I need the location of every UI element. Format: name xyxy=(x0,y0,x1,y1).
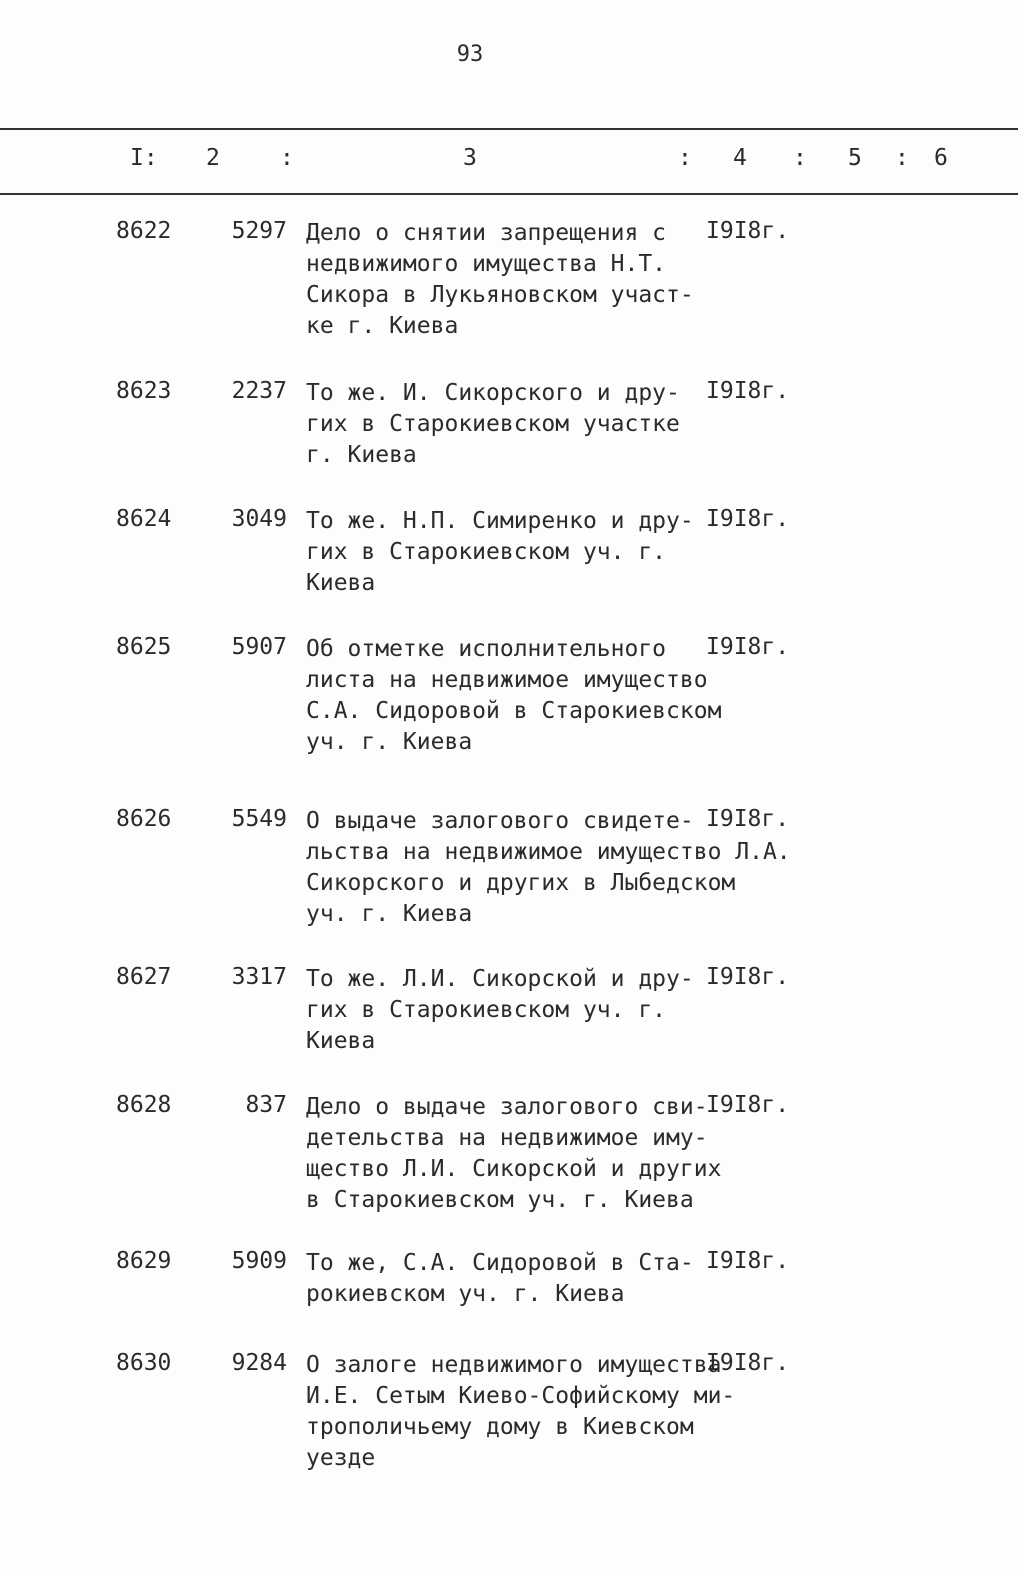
record-old-number: 3317 xyxy=(231,964,287,990)
record-number: 8622 xyxy=(116,218,172,244)
column-header-3: 3 xyxy=(463,145,477,171)
record-title: То же. Н.П. Симиренко и дру- гих в Старокиевском уч. г. Киева xyxy=(306,508,694,596)
record-number: 8629 xyxy=(116,1248,172,1274)
column-separator: : xyxy=(793,145,807,171)
record-number: 8625 xyxy=(116,634,172,660)
record-year: I9I8г. xyxy=(706,634,790,660)
column-headers xyxy=(0,145,1024,179)
record-title: То же. И. Сикорского и дру- гих в Старокиевском участке г. Киева xyxy=(306,380,680,468)
record-title: О залоге недвижимого имущества И.Е. Сетым Киево-Софийскому ми- трополичьему дому в Киевском уезде xyxy=(306,1352,736,1471)
header-bottom-rule xyxy=(0,193,1018,195)
record-old-number: 5909 xyxy=(231,1248,287,1274)
record-number: 8626 xyxy=(116,806,172,832)
record-old-number: 2237 xyxy=(231,378,287,404)
record-number: 8630 xyxy=(116,1350,172,1376)
record-year: I9I8г. xyxy=(706,506,790,532)
record-year: I9I8г. xyxy=(706,218,790,244)
record-year: I9I8г. xyxy=(706,378,790,404)
column-header-1: I: xyxy=(130,145,158,171)
record-old-number: 9284 xyxy=(231,1350,287,1376)
column-separator: : xyxy=(895,145,909,171)
record-old-number: 5549 xyxy=(231,806,287,832)
record-title: О выдаче залогового свидете- льства на недвижимое имущество Л.А. Сикорского и других в Лыбедском уч. г. Киева xyxy=(306,808,791,927)
record-old-number: 3049 xyxy=(231,506,287,532)
column-header-2: 2 xyxy=(206,145,220,171)
record-number: 8627 xyxy=(116,964,172,990)
record-year: I9I8г. xyxy=(706,1248,790,1274)
record-title: Об отметке исполнительного листа на недвижимое имущество С.А. Сидоровой в Старокиевском уч. г. Киева xyxy=(306,636,722,755)
record-year: I9I8г. xyxy=(706,964,790,990)
record-number: 8624 xyxy=(116,506,172,532)
column-header-4: 4 xyxy=(733,145,747,171)
record-number: 8628 xyxy=(116,1092,172,1118)
record-title: То же, С.А. Сидоровой в Ста- рокиевском уч. г. Киева xyxy=(306,1250,694,1307)
record-title: То же. Л.И. Сикорской и дру- гих в Старокиевском уч. г. Киева xyxy=(306,966,694,1054)
column-header-5: 5 xyxy=(848,145,862,171)
record-title: Дело о снятии запрещения с недвижимого имущества Н.Т. Сикора в Лукьяновском участ- ке г. Киева xyxy=(306,220,694,339)
record-year: I9I8г. xyxy=(706,806,790,832)
record-number: 8623 xyxy=(116,378,172,404)
record-title: Дело о выдаче залогового сви- детельства на недвижимое иму- щество Л.И. Сикорской и других в Старокиевском уч. г. Киева xyxy=(306,1094,722,1213)
column-separator: : xyxy=(280,145,294,171)
record-year: I9I8г. xyxy=(706,1092,790,1118)
page-number: 93 xyxy=(456,42,484,67)
column-header-6: 6 xyxy=(934,145,948,171)
record-old-number: 5297 xyxy=(231,218,287,244)
record-year: I9I8г. xyxy=(706,1350,790,1376)
column-separator: : xyxy=(678,145,692,171)
header-top-rule xyxy=(0,128,1018,130)
record-old-number: 5907 xyxy=(231,634,287,660)
record-old-number: 837 xyxy=(245,1092,287,1118)
